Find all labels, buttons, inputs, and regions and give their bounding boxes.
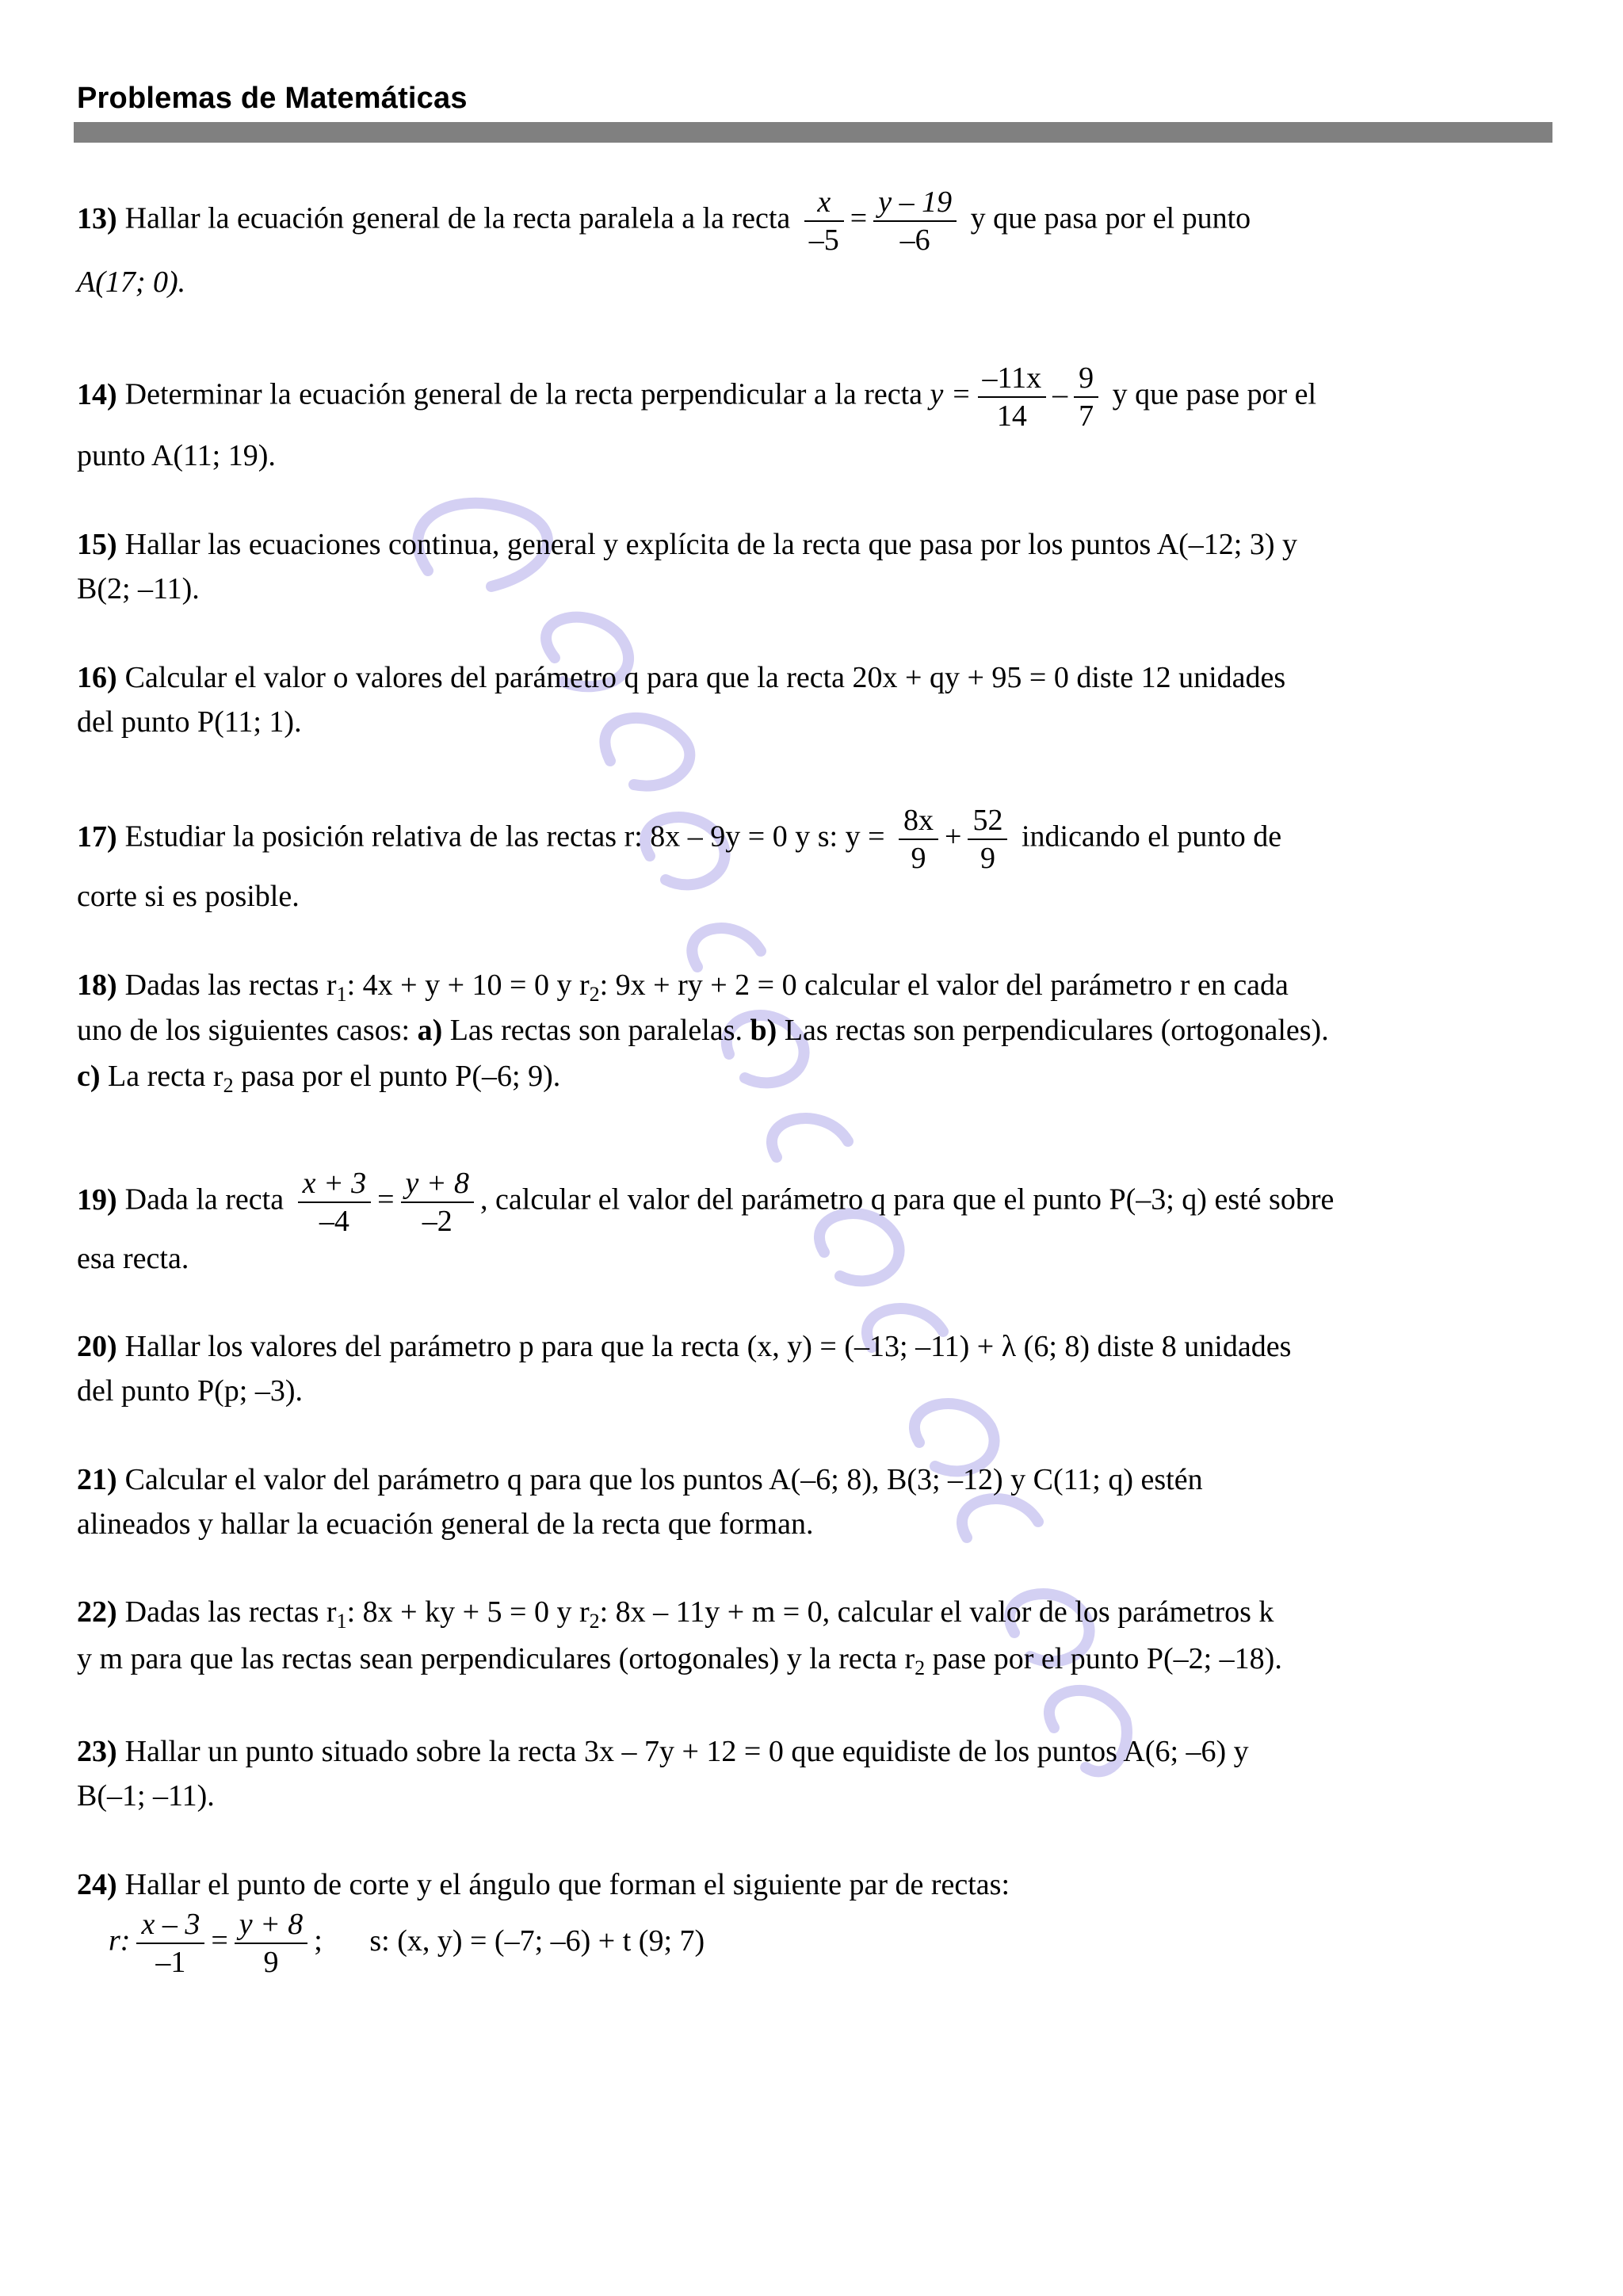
problem-21-line2: alineados y hallar la ecuación general de la recta que forman. — [77, 1507, 814, 1541]
problem-24-equations: r: $\frac{x - 3}{-1}$ = $\frac{y + 8}{9}$ ; s: (x, y) = (–7; –6) + t (9; 7) — [109, 1908, 705, 1979]
problem-21 — [77, 1457, 1203, 1502]
problem-24 — [77, 1862, 1010, 1907]
problem-19-line2: esa recta. — [77, 1242, 189, 1275]
problem-number: 24) — [77, 1868, 117, 1901]
problem-text: Determinar la ecuación general de la recta perpendicular a la recta — [124, 377, 923, 411]
problem-23 — [77, 1729, 1249, 1774]
problem-20 — [77, 1324, 1291, 1369]
problem-number: 20) — [77, 1330, 117, 1363]
fraction: $\frac{y + 8}{-2}$ — [401, 1165, 475, 1240]
problem-text: Hallar las ecuaciones continua, general y explícita de la recta que pasa por los puntos A(–12; 3) y — [124, 528, 1298, 561]
page-title: Problemas de Matemáticas — [77, 82, 468, 115]
problem-text: Calcular el valor o valores del parámetro q para que la recta 20x + qy + 95 = 0 diste 12 unidades — [124, 661, 1286, 694]
problem-14-line2: punto A(11; 19). — [77, 439, 276, 472]
problem-number: 22) — [77, 1595, 117, 1629]
fraction: $\frac{y - 19}{-6}$ — [873, 184, 957, 258]
problem-20-line2: del punto P(p; –3). — [77, 1374, 303, 1408]
fraction: $\frac{x}{-5}$ — [804, 184, 844, 258]
problem-16-line2: del punto P(11; 1). — [77, 705, 302, 739]
fraction: $\frac{8x}{9}$ — [899, 802, 938, 877]
header-bar — [74, 122, 1552, 143]
problem-15-line2: B(2; –11). — [77, 572, 200, 606]
problem-number: 17) — [77, 819, 117, 854]
fraction: $\frac{x - 3}{-1}$ — [136, 1906, 204, 1981]
problem-number: 18) — [77, 968, 117, 1002]
problem-17-line2: corte si es posible. — [77, 880, 300, 913]
problem-14: 14) Determinar la ecuación general de la recta perpendicular a la recta y = $\frac{-11x}{14}$ – $\frac{9}{7}$ y que pase por el — [77, 361, 1317, 433]
fraction: $\frac{y + 8}{9}$ — [235, 1906, 308, 1981]
problem-13-line2: A(17; 0). — [77, 266, 186, 299]
problem-18-line2: uno de los siguientes casos: a) Las rectas son paralelas. b) Las rectas son perpendiculares (ortogonales). — [77, 1014, 1329, 1047]
problem-number: 15) — [77, 528, 117, 561]
problem-text: Hallar la ecuación general de la recta paralela a la recta — [124, 201, 791, 235]
problem-text: Estudiar la posición relativa de las rectas r: 8x – 9y = 0 y s: y = — [124, 819, 885, 854]
problem-22: 22) Dadas las rectas $r_1$: 8x + ky + 5 = 0 y $r_2$: 8x – 11y + m = 0, calcular el valor de los parámetros k — [77, 1595, 1274, 1633]
problem-22-line2: y m para que las rectas sean perpendiculares (ortogonales) y la recta $r_2$ pase por el punto P(–2; –18). — [77, 1642, 1282, 1679]
problem-13: 13) Hallar la ecuación general de la recta paralela a la recta $\frac{x}{-5}$ = $\frac{y - 19}{-6}$ y que pasa por el punto — [77, 185, 1251, 257]
problem-text: indicando el punto de — [1021, 819, 1282, 854]
problem-15 — [77, 522, 1297, 567]
problem-number: 19) — [77, 1182, 117, 1217]
problem-18: 18) Dadas las rectas $r_1$: 4x + y + 10 = 0 y $r_2$: 9x + ry + 2 = 0 calcular el valor del parámetro r en cada — [77, 968, 1289, 1006]
problem-number: 16) — [77, 661, 117, 694]
problem-text: , calcular el valor del parámetro q para que el punto P(–3; q) esté sobre — [480, 1182, 1335, 1217]
fraction: $\frac{-11x}{14}$ — [978, 360, 1047, 434]
problem-16 — [77, 655, 1285, 700]
problem-number: 21) — [77, 1463, 117, 1496]
problem-text: Calcular el valor del parámetro q para que los puntos A(–6; 8), B(3; –12) y C(11; q) estén — [124, 1463, 1203, 1496]
problem-text: Hallar los valores del parámetro p para que la recta (x, y) = (–13; –11) + λ (6; 8) diste 8 unidades — [124, 1330, 1292, 1363]
problem-number: 23) — [77, 1735, 117, 1768]
problem-17: 17) Estudiar la posición relativa de las rectas r: 8x – 9y = 0 y s: y = $\frac{8x}{9}$ + $\frac{52}{9}$ indicando el punto de — [77, 804, 1282, 875]
problem-text: Hallar el punto de corte y el ángulo que forman el siguiente par de rectas: — [124, 1868, 1010, 1901]
fraction: $\frac{9}{7}$ — [1074, 360, 1098, 434]
problem-23-line2: B(–1; –11). — [77, 1779, 215, 1813]
problem-text: y que pase por el — [1112, 377, 1317, 411]
fraction: $\frac{52}{9}$ — [968, 802, 1007, 877]
problem-18-line3: c) La recta $r_2$ pasa por el punto P(–6; 9). — [77, 1060, 561, 1097]
problem-19: 19) Dada la recta $\frac{x + 3}{-4}$ = $\frac{y + 8}{-2}$ , calcular el valor del parámetro q para que el punto P(–3; q) esté sobre — [77, 1167, 1335, 1238]
problem-text: y que pasa por el punto — [970, 201, 1251, 235]
problem-number: 14) — [77, 377, 117, 411]
problem-number: 13) — [77, 201, 117, 235]
problem-text: Hallar un punto situado sobre la recta 3x – 7y + 12 = 0 que equidiste de los puntos A(6; –6) y — [124, 1735, 1249, 1768]
problem-text: Dada la recta — [124, 1182, 285, 1217]
fraction: $\frac{x + 3}{-4}$ — [298, 1165, 372, 1240]
